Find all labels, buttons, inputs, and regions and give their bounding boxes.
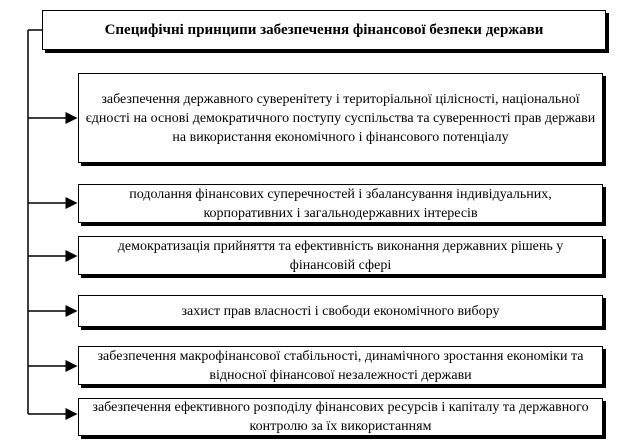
- item-box-6: [78, 398, 603, 436]
- title-box: [42, 10, 606, 50]
- item-box-5: [78, 346, 603, 385]
- item-box-3: [78, 236, 603, 275]
- item-text-6: забезпечення ефективного розподілу фінансових ресурсів і капіталу та державного контролю за їх використанням: [92, 400, 589, 434]
- item-text-1: забезпечення державного суверенітету і територіальної цілісності, національної єдності на основі демократичного поступу суспільства та суверенності прав держави на використання економічного і фінансового потенціалу: [85, 91, 596, 145]
- item-box-2: [78, 184, 603, 223]
- item-box-1: [78, 73, 603, 163]
- title-text: Специфічні принципи забезпечення фінансової безпеки держави: [104, 21, 544, 38]
- item-text-2: подолання фінансових суперечностей і збалансування індивідуальних, корпоративних і загальнодержавних інтересів: [129, 186, 552, 221]
- item-text-4: захист прав власності і свободи економічного вибору: [181, 303, 500, 319]
- item-box-4: [78, 295, 603, 327]
- item-text-3: демократизація прийняття та ефективність виконання державних рішень у фінансовій сфері: [117, 238, 564, 273]
- item-text-5: забезпечення макрофінансової стабільності, динамічного зростання економіки та відносної фінансової незалежності держави: [97, 348, 584, 383]
